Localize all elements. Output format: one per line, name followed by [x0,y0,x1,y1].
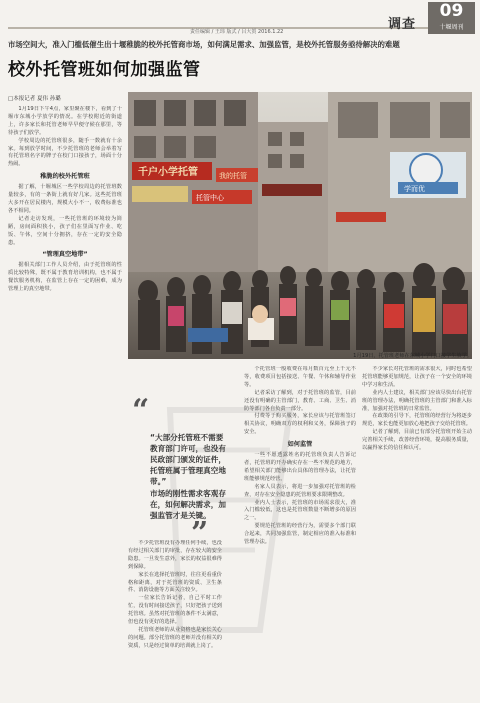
shop-sign-text: 学而优 [404,185,425,193]
page-number: 09 [439,1,464,21]
text-column-1 [8,106,122,696]
paragraph: 一些不愿透露姓名的托管班负责人告诉记者，托管班的开办确实存在一些不规范的地方，希望相关部门能够出台具体的管理办法，让托管班能够规范经营。 [244,452,356,482]
paragraph: 不少托管班没有办理任何手续，也没有经过相关部门的审批，存在较大的安全隐患。一旦发生意外，家长的权益很难得到保障。 [128,540,222,570]
paragraph: 在政策的引导下，托管班的经营行为将逐步规范，家长也能更加放心地把孩子交给托管班。 [362,413,472,428]
text-column-4 [244,366,356,696]
text-column-5 [362,366,472,696]
subheadline: 市场空间大，准入门槛低催生出十堰稚脆的校外托管商市场，如何满足需求、加强监管，是校外托管服务亟待解决的难题 [8,40,400,49]
paragraph: 付费等于购买服务，家长应该与托管班签订相关协议，明确双方的权利和义务，保障孩子的安全。 [244,413,356,436]
paragraph: 据相关部门工作人员介绍，由于托管班的性质比较特殊，既不属于教育培训机构，也不属于餐饮服务机构，在监管上存在一定的困难，成为管理上的真空地带。 [8,262,122,293]
paragraph: 一位家长告诉记者，自己平时工作忙，没有时间接送孩子，只好把孩子送到托管班。虽然对托管班的条件不太满意，但也没有更好的选择。 [128,595,222,626]
section-heading: 如何监管 [287,441,313,449]
paragraph: 记者了解到，目前已有部分托管班开始主动完善相关手续，改善经营环境，提高服务质量，以赢得家长的信任和认可。 [362,429,472,452]
shop-sign-text: 我的托管 [219,172,247,180]
paragraph: 托管班老师的从业资格也是家长关心的问题。部分托管班的老师并没有相关的资质，只是经过简单的培训就上岗了。 [128,626,222,649]
quote-close-icon: ” [191,516,209,551]
shop-sign-text: 千户小学托管 [138,167,198,178]
paragraph: 记者走访发现，一些托管班的环境较为简陋，房间面积狭小，孩子们在里面写作业、吃饭、午休，空间十分拥挤，存在一定的安全隐患。 [8,215,122,246]
paragraph: 家长在选择托管班时，往往更看重价格和距离，对于托管班的资质、卫生条件、消防设施等方面关注较少。 [128,571,222,594]
section-heading: 稚脆的校外托管班 [40,173,90,181]
paragraph: 要规范托管班的经营行为，需要多个部门联合起来，共同加强监管，制定相应的准入标准和管理办法。 [244,523,356,546]
pull-quote-secondary: 市场的刚性需求客观存在，如何解决需求，加强监管才是关键。 [150,489,226,520]
paragraph: 记者采访了解到，对于托管班的监管，目前还没有明确的主管部门，教育、工商、卫生、消防等部门各自负责一部分。 [244,389,356,412]
paragraph: 据了解，十堰城区一些学校周边的托管班数量较多，有的一条街上就有好几家。这些托管班大多开在居民楼内，规模大小不一，收费标准也各不相同。 [8,184,122,214]
byline: □本报记者 夏伟 孙璐 [8,96,61,102]
section-heading: “管理真空地带” [42,251,88,259]
header-meta: 责任编辑 / 王玮 版式 / 吕大贺 2016.1.22 [190,29,284,35]
photo-caption: 1月19日，托管班老师在东城小学门口接学生放学。 [353,353,472,359]
paragraph: 个托管班一般收费在每月数百元至上千元不等，收费项目包括接送、午餐、午休和辅导作业等。 [244,366,356,388]
paragraph: 名家人员表示，将进一步加强对托管班的检查，对存在安全隐患的托管班要求限期整改。 [244,483,356,498]
text-column-2 [128,540,222,696]
quote-open-icon: “ [132,393,150,428]
section-title: 调查 [388,17,417,32]
headline: 校外托管班如何加强监管 [8,60,201,80]
paragraph: 不少家长对托管班的需求很大，同时也希望托管班能够更加规范，让孩子在一个安全的环境中学习和生活。 [362,366,472,388]
news-photo [128,92,472,359]
paragraph: 学校周边的托管班很多，随手一数就有十余家。每到放学时间，不少托管班的老师会举着写有托管班名字的牌子在校门口接孩子，场面十分热闹。 [8,137,122,168]
pull-quote: “大部分托管班不需要教育部门许可，也没有民政部门颁发的证件，托管班属于管理真空地带。” [150,433,226,486]
paragraph: 1月19日下午4点，家里聚在楼下，看到了十堰市东城小学放学的情况。在学校附近的街道上，许多家长和托管老师早早便守候在那里，等待孩子们放学。 [8,106,122,136]
paragraph: 业内人士表示，托管班的市场需求很大，准入门槛较低，这也是托管班数量不断增多的原因之一。 [244,499,356,522]
weekly-label: 十堰周刊 [439,24,464,31]
paragraph: 业内人士建议，相关部门应该尽快出台托管班的管理办法，明确托管班的主管部门和准入标准，加强对托管班的日常监管。 [362,389,472,412]
shop-sign-text: 托管中心 [196,194,224,202]
